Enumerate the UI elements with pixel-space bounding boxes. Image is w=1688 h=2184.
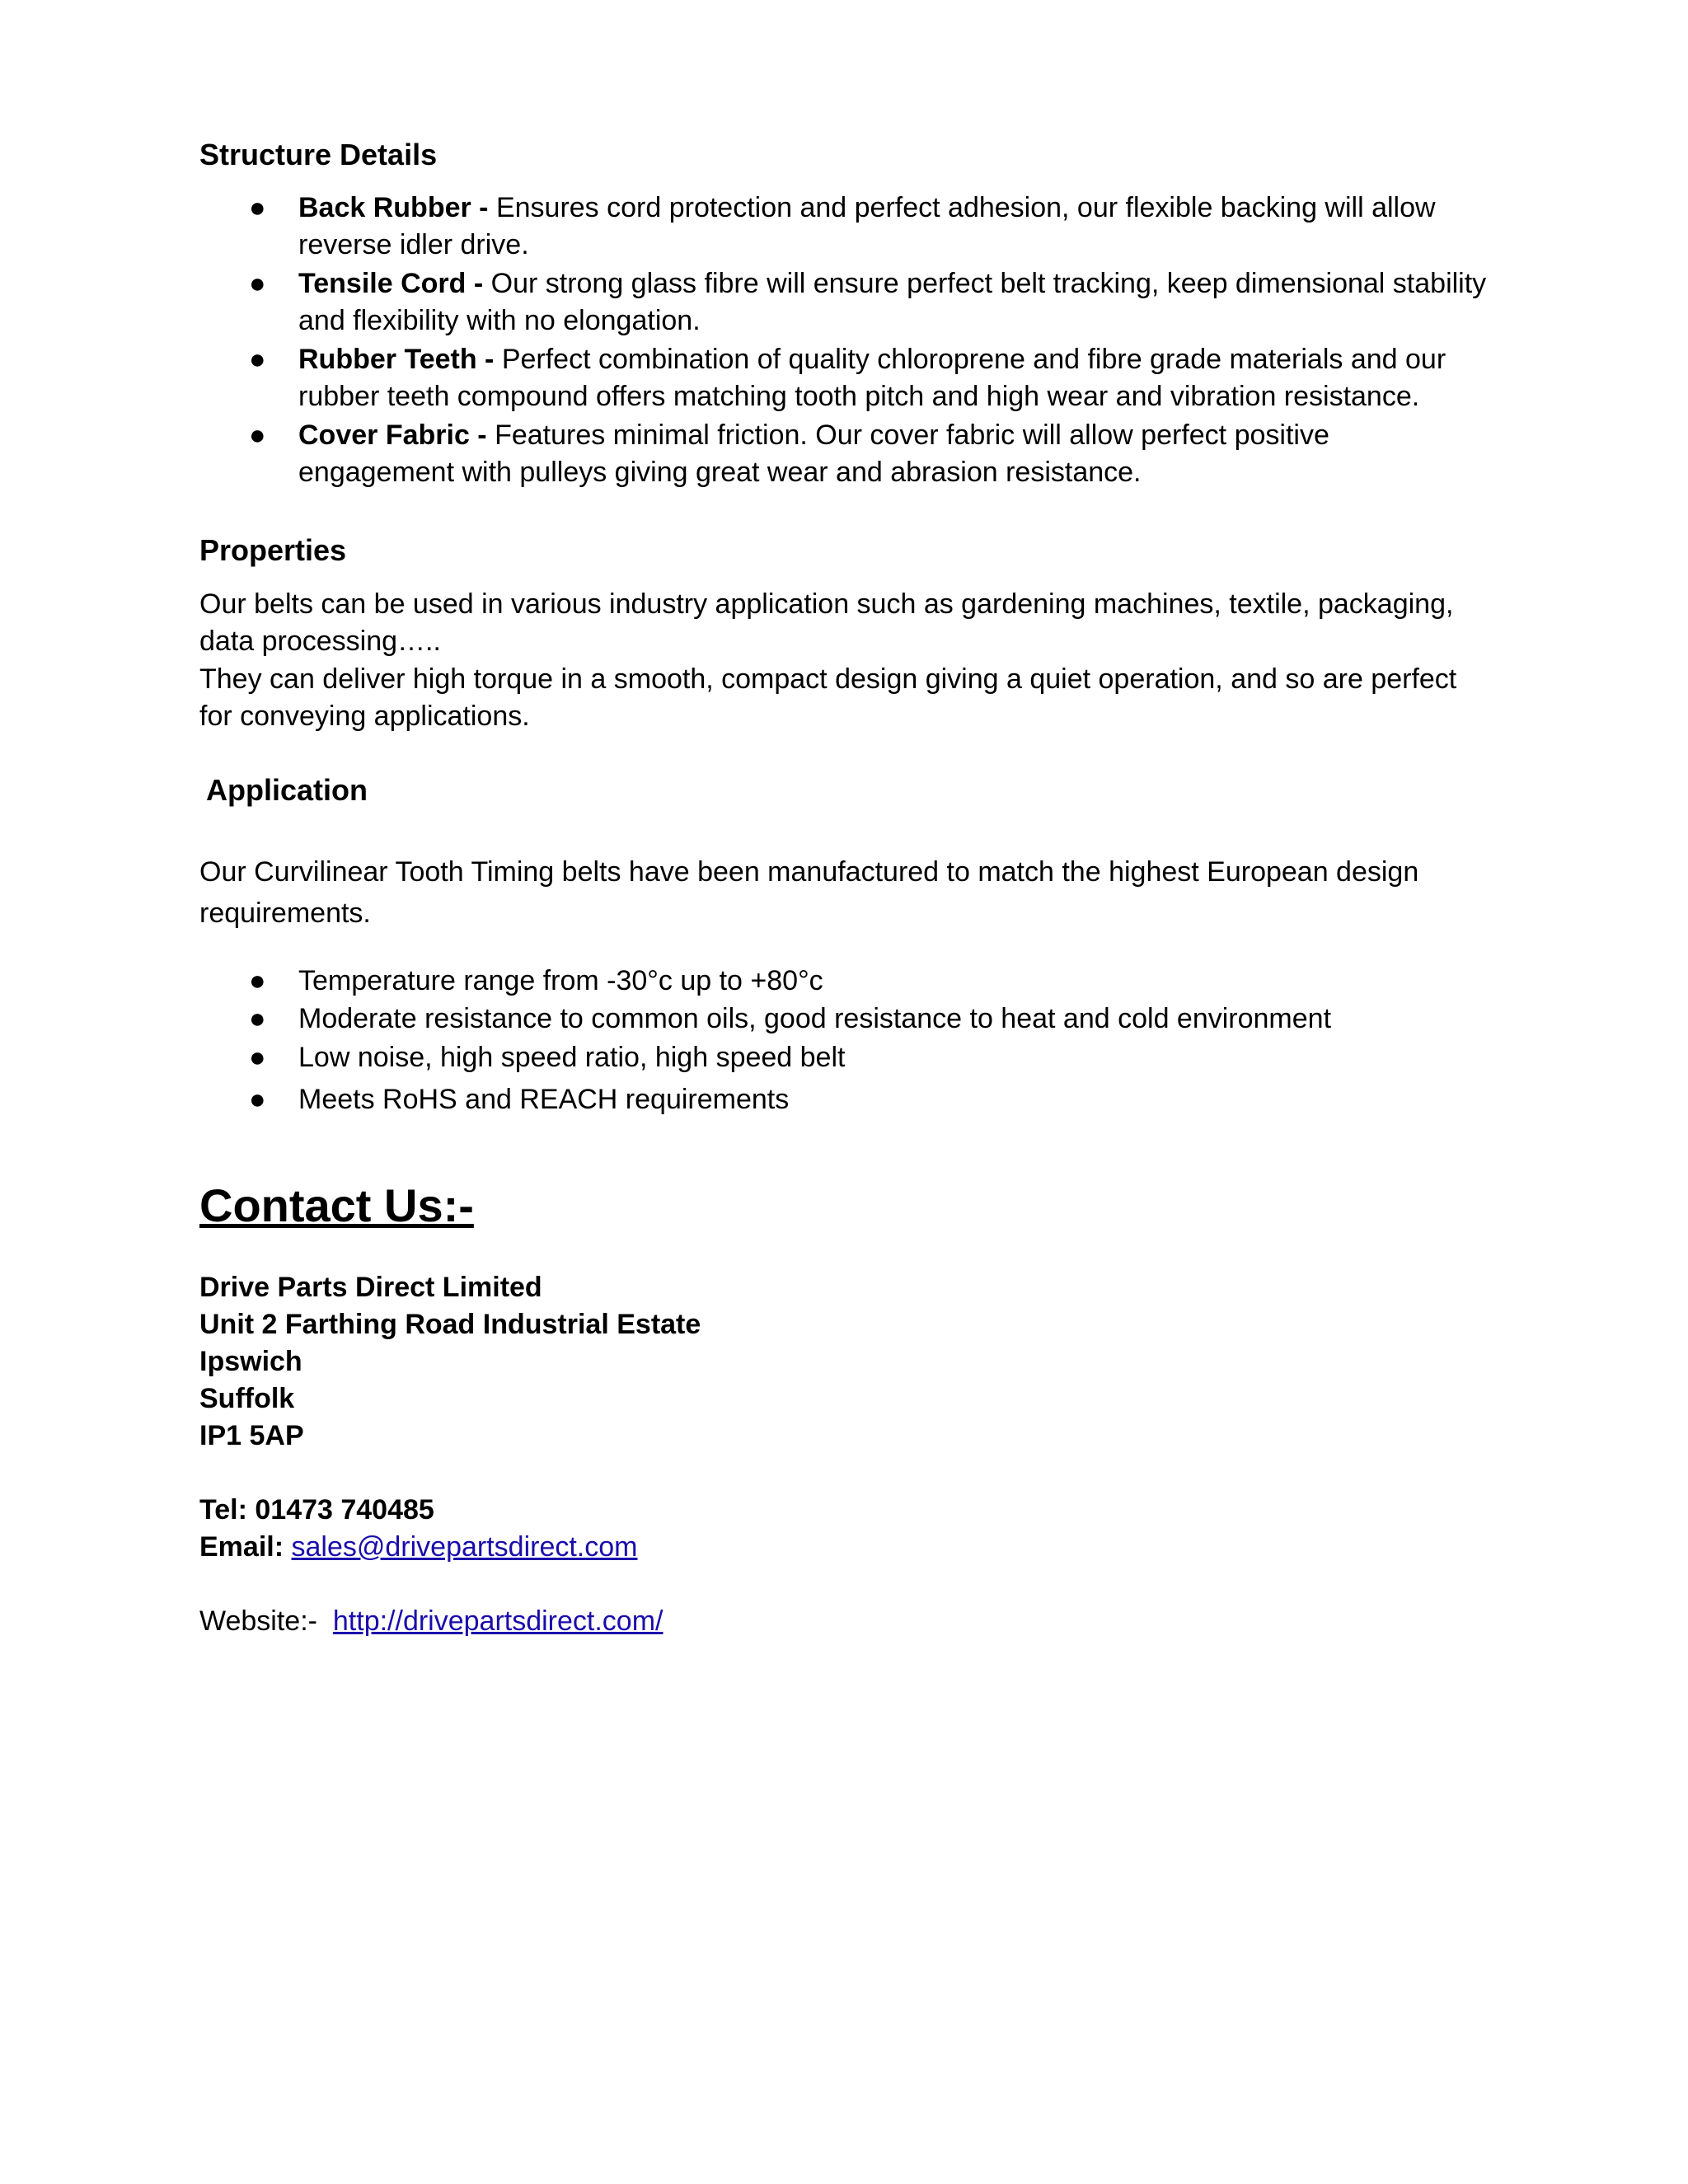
email-row	[199, 1529, 638, 1566]
item-description: Ensures cord protection and perfect adhesion, our flexible backing will allow reverse idler drive.	[298, 192, 1436, 260]
email-label: Email:	[199, 1531, 284, 1563]
address-city: Ipswich	[199, 1346, 302, 1377]
application-item: Meets RoHS and REACH requirements	[298, 1084, 790, 1115]
application-paragraph: Our Curvilinear Tooth Timing belts have been manufactured to match the highest European design requirements.	[199, 856, 1419, 929]
website-link[interactable]: http://drivepartsdirect.com/	[332, 1605, 663, 1637]
application-item: Moderate resistance to common oils, good resistance to heat and cold environment	[298, 1003, 1332, 1034]
properties-paragraph-1: Our belts can be used in various industry application such as gardening machines, textile, packaging, data processing…..	[199, 588, 1454, 657]
bullet-icon: ●	[249, 268, 266, 299]
bullet-icon: ●	[249, 1042, 266, 1073]
item-term: Tensile Cord -	[298, 268, 484, 299]
structure-item-back-rubber	[298, 190, 1492, 264]
item-term: Rubber Teeth -	[298, 344, 495, 375]
website-row	[199, 1603, 663, 1640]
bullet-icon: ●	[249, 1084, 266, 1115]
properties-heading: Properties	[199, 533, 347, 567]
item-term: Cover Fabric -	[298, 419, 487, 451]
bullet-icon: ●	[249, 965, 266, 996]
email-link[interactable]: sales@drivepartsdirect.com	[291, 1531, 638, 1563]
contact-heading: Contact Us:-	[199, 1179, 474, 1231]
address-line-1: Unit 2 Farthing Road Industrial Estate	[199, 1309, 701, 1340]
structure-details-heading: Structure Details	[199, 138, 438, 171]
item-description: Our strong glass fibre will ensure perfect belt tracking, keep dimensional stability and flexibility with no elongation.	[298, 268, 1487, 336]
item-description: Perfect combination of quality chloroprene and fibre grade materials and our rubber teeth compound offers matching tooth pitch and high wear and vibration resistance.	[298, 344, 1447, 412]
bullet-icon: ●	[249, 1003, 266, 1034]
structure-item-tensile-cord	[298, 265, 1492, 340]
bullet-icon: ●	[249, 419, 266, 451]
company-name: Drive Parts Direct Limited	[199, 1272, 542, 1303]
website-label: Website:-	[199, 1605, 317, 1637]
telephone: Tel: 01473 740485	[199, 1494, 434, 1526]
address-county: Suffolk	[199, 1383, 295, 1414]
bullet-icon: ●	[249, 344, 266, 375]
properties-paragraph-2: They can deliver high torque in a smooth, compact design giving a quiet operation, and so are perfect for conveying applications.	[199, 663, 1457, 732]
structure-item-cover-fabric	[298, 417, 1492, 491]
application-heading: Application	[206, 773, 368, 807]
application-item: Low noise, high speed ratio, high speed belt	[298, 1042, 846, 1073]
bullet-icon: ●	[249, 192, 266, 223]
item-term: Back Rubber -	[298, 192, 489, 223]
item-description: Features minimal friction. Our cover fabric will allow perfect positive engagement with pulleys giving great wear and abrasion resistance.	[298, 419, 1329, 488]
application-item: Temperature range from -30°c up to +80°c	[298, 965, 823, 996]
structure-item-rubber-teeth	[298, 341, 1492, 415]
address-postcode: IP1 5AP	[199, 1420, 304, 1451]
